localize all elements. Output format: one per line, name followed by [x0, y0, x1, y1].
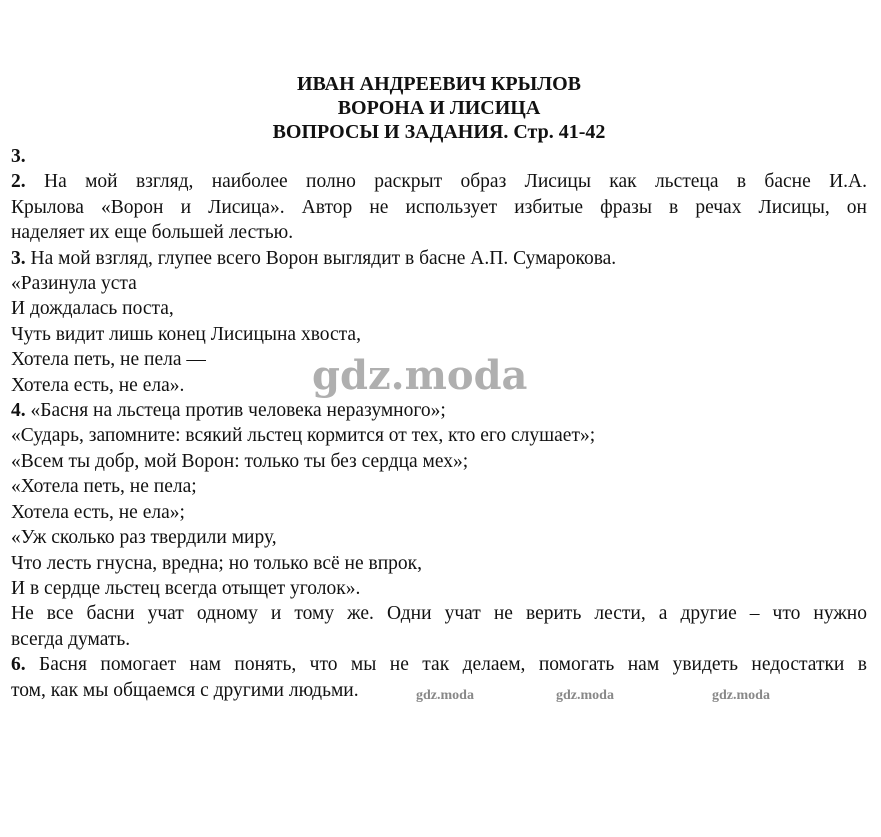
poem-line: Хотела петь, не пела —: [11, 349, 206, 371]
answer-3-text: На мой взгляд, глупее всего Ворон выглядит в басне А.П. Сумарокова.: [30, 247, 617, 269]
answer-4-text: «Басня на льстеца против человека неразумного»;: [30, 400, 446, 422]
answer-3-num: 3.: [11, 247, 26, 269]
conclusion-line-2: всегда думать.: [11, 628, 131, 650]
answer-6-line-1: [11, 652, 867, 677]
answer-2-number: 2.: [11, 171, 26, 193]
answer-6-text-1: Басня помогает нам понять, что мы не так делаем, помогать нам увидеть недостатки в: [39, 654, 867, 676]
answer-2-line-1: [11, 169, 867, 194]
poem-line: «Разинула уста: [11, 273, 137, 295]
section-title: ВОПРОСЫ И ЗАДАНИЯ. Стр. 41-42: [272, 121, 606, 143]
watermark-small: gdz.moda: [416, 688, 474, 703]
author-title: ИВАН АНДРЕЕВИЧ КРЫЛОВ: [296, 73, 582, 95]
answer-3-number: 3.: [11, 146, 26, 167]
answer-3-line: [11, 246, 867, 271]
poem-line: Чуть видит лишь конец Лисицына хвоста,: [11, 323, 361, 345]
poem-line: И дождалась поста,: [11, 298, 174, 320]
watermark-small: gdz.moda: [712, 688, 770, 703]
answer-6-line-2: том, как мы общаемся с другими людьми.: [11, 679, 359, 701]
quote-line: Что лесть гнусна, вредна; но только всё не впрок,: [11, 552, 423, 574]
watermark-main: gdz.moda: [312, 352, 528, 399]
quote-line: «Хотела петь, не пела;: [11, 476, 197, 498]
watermark-small: gdz.moda: [556, 688, 614, 703]
poem-line: Хотела есть, не ела».: [11, 374, 185, 396]
quote-line: «Всем ты добр, мой Ворон: только ты без сердца мех»;: [11, 450, 469, 472]
answer-4-number: 4.: [11, 400, 26, 422]
answer-4-line: [11, 398, 867, 423]
quote-line: «Уж сколько раз твердили миру,: [11, 527, 277, 549]
answer-6-number: 6.: [11, 654, 26, 676]
fable-title: ВОРОНА И ЛИСИЦА: [337, 97, 541, 119]
quote-line: И в сердце льстец всегда отыщет уголок».: [11, 577, 361, 599]
answer-2-line-3: наделяет их еще большей лестью.: [11, 222, 294, 244]
answer-2-text-1: На мой взгляд, наиболее полно раскрыт образ Лисицы как льстеца в басне И.А.: [43, 171, 868, 193]
quote-line: «Сударь, запомните: всякий льстец кормится от тех, кто его слушает»;: [11, 425, 596, 447]
answer-2-line-2: Крылова «Ворон и Лисица». Автор не использует избитые фразы в речах Лисицы, он: [11, 196, 867, 218]
conclusion-line-1: Не все басни учат одному и тому же. Одни учат не верить лести, а другие – что нужно: [11, 603, 867, 625]
quote-line: Хотела есть, не ела»;: [11, 501, 185, 523]
